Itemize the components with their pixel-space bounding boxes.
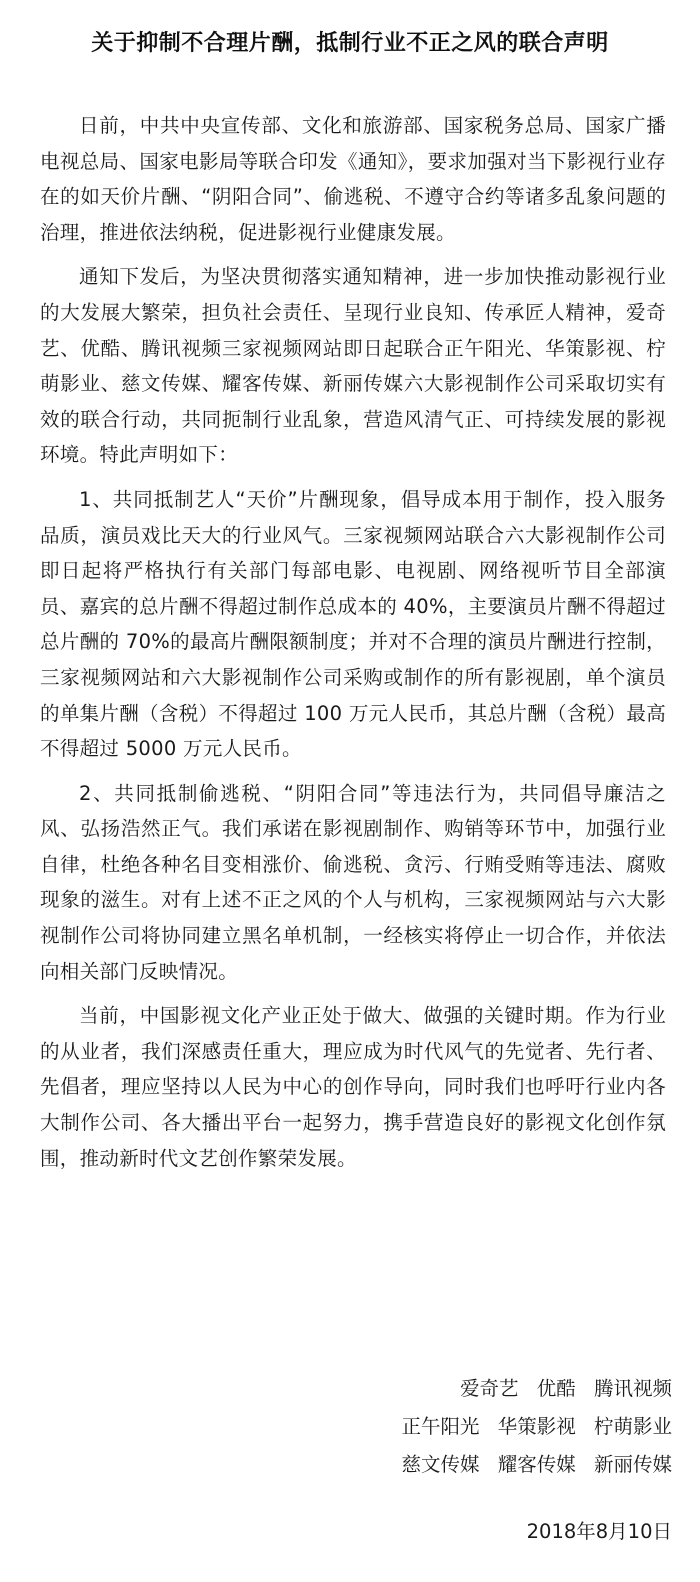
document-date: 2018年8月10日 <box>526 1520 672 1543</box>
signatory-name: 正午阳光 <box>401 1415 480 1438</box>
signatory-name: 爱奇艺 <box>460 1377 519 1400</box>
signatory-row <box>390 1408 672 1446</box>
paragraph-item-2: 2、共同抵制偷逃税、“阴阳合同”等违法行为，共同倡导廉洁之风、弘扬浩然正气。我们承诺在影视剧制作、购销等环节中，加强行业自律，杜绝各种名目变相涨价、偷逃税、贪污、行贿受贿等违法、腐败现象的滋生。对有上述不正之风的个人与机构，三家视频网站与六大影视制作公司将协同建立黑名单机制，一经核实将停止一切合作，并依法向相关部门反映情况。 <box>40 781 666 983</box>
signatory-name: 耀客传媒 <box>497 1453 576 1476</box>
signatory-name: 华策影视 <box>497 1415 576 1438</box>
signatory-name: 新丽传媒 <box>593 1453 672 1476</box>
paragraph-item-1: 1、共同抵制艺人“天价”片酬现象，倡导成本用于制作，投入服务品质，演员戏比天大的行业风气。三家视频网站联合六大影视制作公司即日起将严格执行有关部门每部电影、电视剧、网络视听节目全部演员、嘉宾的总片酬不得超过制作总成本的 40%，主要演员片酬不得超过总片酬的 70%的最高片酬限额制度；并对不合理的演员片酬进行控制，三家视频网站和六大影视制作公司采购或制作的所有影视剧，单个演员的单集片酬（含税）不得超过 100 万元人民币，其总片酬（含税）最高不得超过 5000 万元人民币。 <box>40 487 666 761</box>
signatory-row <box>390 1446 672 1484</box>
signatory-name: 优酷 <box>536 1377 576 1400</box>
signatories-block <box>390 1370 672 1484</box>
document-title: 关于抑制不合理片酬，抵制行业不正之风的联合声明 <box>91 31 609 56</box>
signatory-name: 慈文传媒 <box>401 1453 480 1476</box>
signatory-name: 柠萌影业 <box>593 1415 672 1438</box>
signatory-row <box>390 1370 672 1408</box>
signatory-name: 腾讯视频 <box>593 1377 672 1400</box>
paragraph-action: 通知下发后，为坚决贯彻落实通知精神，进一步加快推动影视行业的大发展大繁荣，担负社会责任、呈现行业良知、传承匠人精神，爱奇艺、优酷、腾讯视频三家视频网站即日起联合正午阳光、华策影视、柠萌影业、慈文传媒、耀客传媒、新丽传媒六大影视制作公司采取切实有效的联合行动，共同扼制行业乱象，营造风清气正、可持续发展的影视环境。特此声明如下： <box>40 265 666 467</box>
paragraph-conclusion: 当前，中国影视文化产业正处于做大、做强的关键时期。作为行业的从业者，我们深感责任重大，理应成为时代风气的先觉者、先行者、先倡者，理应坚持以人民为中心的创作导向，同时我们也呼吁行业内各大制作公司、各大播出平台一起努力，携手营造良好的影视文化创作氛围，推动新时代文艺创作繁荣发展。 <box>40 1004 666 1170</box>
paragraph-intro: 日前，中共中央宣传部、文化和旅游部、国家税务总局、国家广播电视总局、国家电影局等联合印发《通知》，要求加强对当下影视行业存在的如天价片酬、“阴阳合同”、偷逃税、不遵守合约等诸多乱象问题的治理，推进依法纳税，促进影视行业健康发展。 <box>40 114 666 244</box>
document-body <box>40 108 666 1185</box>
